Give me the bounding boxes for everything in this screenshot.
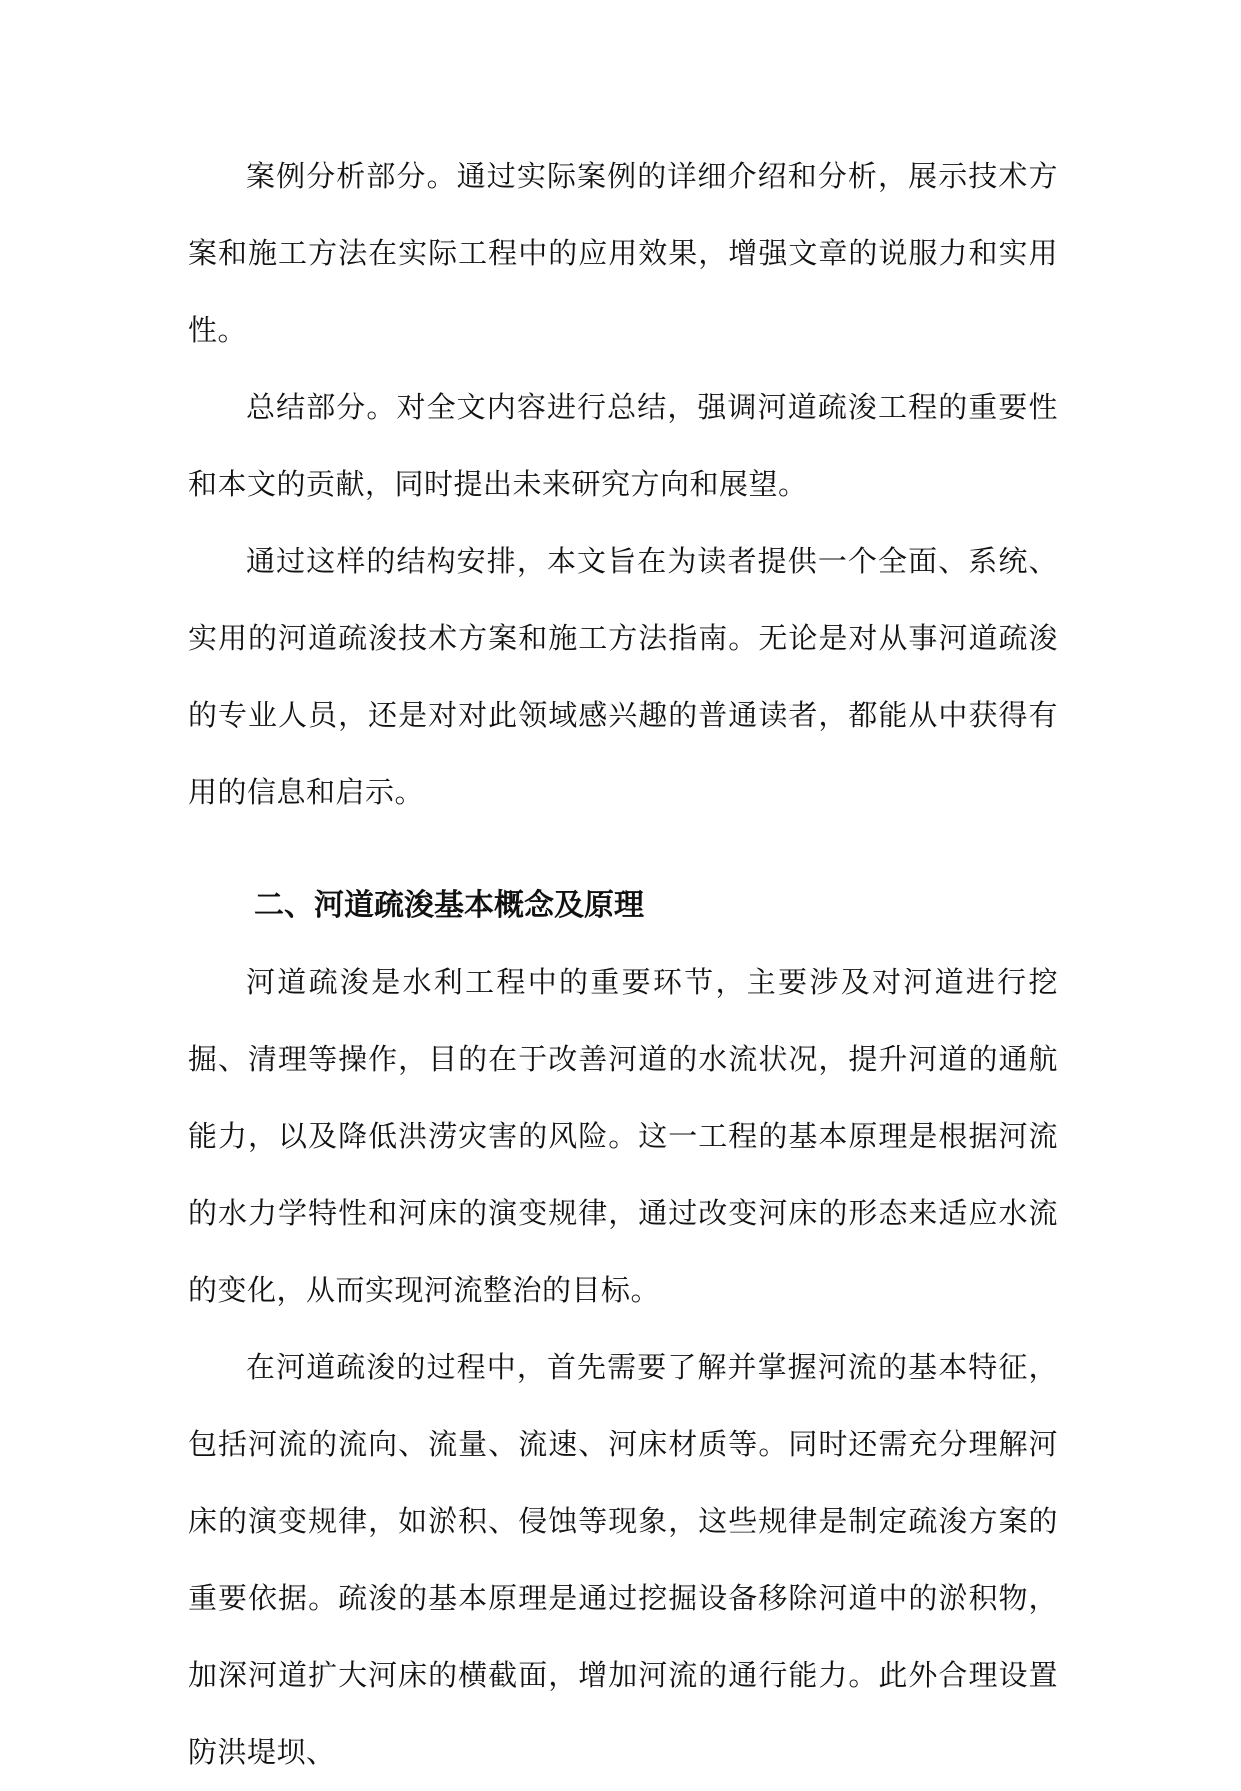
document-body — [188, 138, 1058, 1791]
paragraph-dredging-definition: 河道疏浚是水利工程中的重要环节，主要涉及对河道进行挖掘、清理等操作，目的在于改善河道的水流状况，提升河道的通航能力，以及降低洪涝灾害的风险。这一工程的基本原理是根据河流的水力学特性和河床的演变规律，通过改变河床的形态来适应水流的变化，从而实现河流整治的目标。 — [188, 965, 1058, 1307]
paragraph-structure-purpose: 通过这样的结构安排，本文旨在为读者提供一个全面、系统、实用的河道疏浚技术方案和施工方法指南。无论是对从事河道疏浚的专业人员，还是对对此领域感兴趣的普通读者，都能从中获得有用的信息和启示。 — [188, 544, 1058, 809]
paragraph-summary: 总结部分。对全文内容进行总结，强调河道疏浚工程的重要性和本文的贡献，同时提出未来研究方向和展望。 — [188, 390, 1058, 501]
paragraph-dredging-process: 在河道疏浚的过程中，首先需要了解并掌握河流的基本特征，包括河流的流向、流量、流速、河床材质等。同时还需充分理解河床的演变规律，如淤积、侵蚀等现象，这些规律是制定疏浚方案的重要依据。疏浚的基本原理是通过挖掘设备移除河道中的淤积物，加深河道扩大河床的横截面，增加河流的通行能力。此外合理设置防洪堤坝、 — [188, 1350, 1058, 1769]
paragraph-case-analysis: 案例分析部分。通过实际案例的详细介绍和分析，展示技术方案和施工方法在实际工程中的应用效果，增强文章的说服力和实用性。 — [188, 159, 1058, 347]
section-heading: 二、河道疏浚基本概念及原理 — [254, 888, 644, 923]
